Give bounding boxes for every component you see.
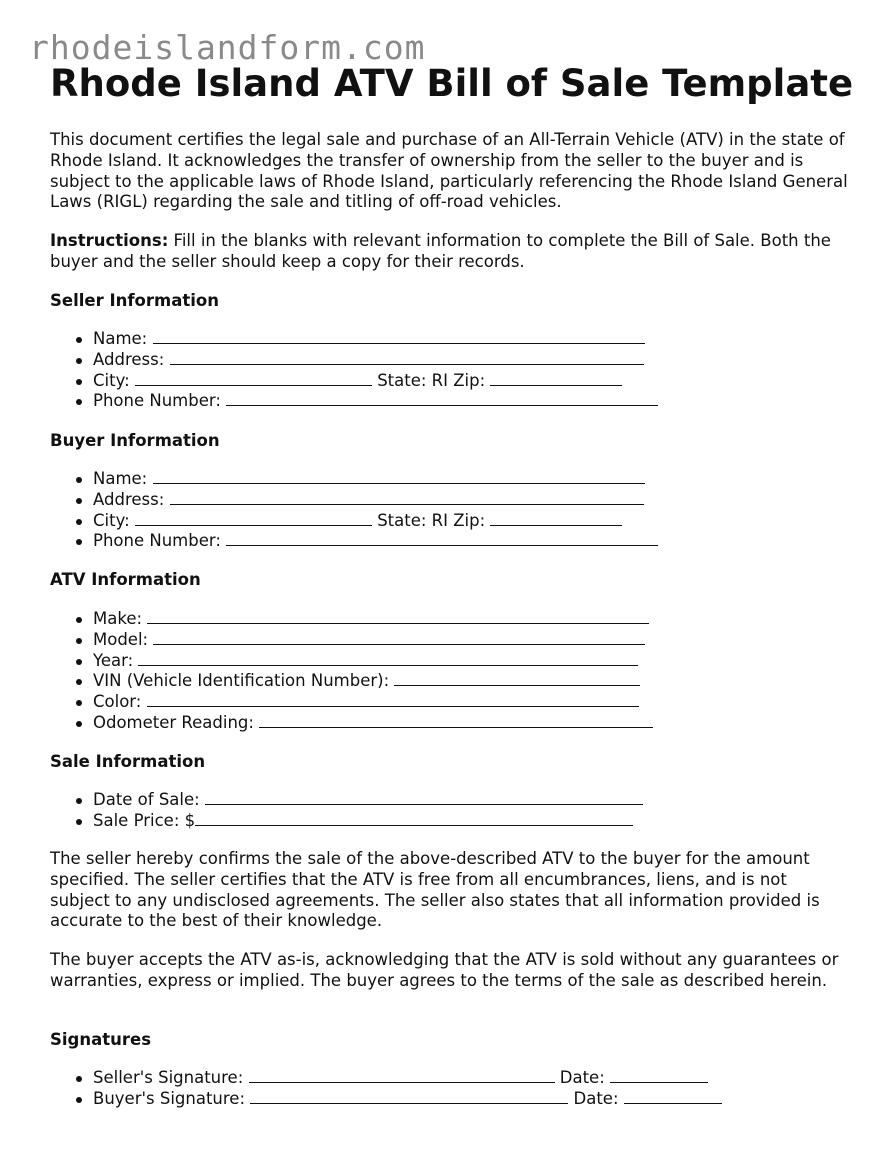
buyer-city-item	[93, 511, 658, 532]
seller-city-item	[93, 371, 658, 392]
buyer-address-item	[93, 490, 658, 511]
buyer-statement: The buyer accepts the ATV as-is, acknowledging that the ATV is sold without any guarantees or warranties, express or implied. The buyer agrees to the terms of the sale as described herein.	[50, 950, 839, 990]
seller-signature-item	[93, 1068, 722, 1089]
seller-signature-field[interactable]	[249, 1068, 555, 1083]
seller-zip-field[interactable]	[490, 371, 622, 386]
seller-signature-date-field[interactable]	[610, 1068, 708, 1083]
atv-model-field[interactable]	[153, 630, 645, 645]
seller-city-label: City:	[93, 370, 130, 390]
seller-address-label: Address:	[93, 349, 165, 369]
atv-fields	[93, 609, 653, 734]
atv-color-item	[93, 692, 653, 713]
sale-fields	[93, 790, 643, 832]
sale-heading: Sale Information	[50, 752, 206, 771]
atv-model-label: Model:	[93, 629, 149, 649]
seller-heading: Seller Information	[50, 291, 219, 310]
atv-model-item	[93, 630, 653, 651]
atv-vin-item	[93, 671, 653, 692]
seller-signature-label: Seller's Signature:	[93, 1068, 244, 1087]
seller-phone-field[interactable]	[226, 391, 658, 406]
buyer-signature-date-field[interactable]	[624, 1089, 722, 1104]
sale-date-item	[93, 790, 643, 811]
buyer-signature-date-label: Date:	[573, 1088, 619, 1108]
page-title: Rhode Island ATV Bill of Sale Template	[50, 62, 854, 105]
buyer-address-label: Address:	[93, 489, 165, 509]
buyer-signature-item	[93, 1089, 722, 1110]
buyer-name-label: Name:	[93, 469, 148, 488]
buyer-phone-item	[93, 531, 658, 552]
seller-address-item	[93, 350, 658, 371]
sale-price-field[interactable]	[195, 811, 633, 826]
intro-paragraph: This document certifies the legal sale and purchase of an All-Terrain Vehicle (ATV) in the state of Rhode Island. It acknowledges the transfer of ownership from the seller to the buyer and is subject to the applicable laws of Rhode Island, particularly referencing the Rhode Island General Laws (RIGL) regarding the sale and titling of off-road vehicles.	[50, 130, 848, 212]
buyer-city-label: City:	[93, 510, 130, 530]
buyer-signature-field[interactable]	[250, 1089, 568, 1104]
seller-phone-item	[93, 391, 658, 412]
atv-color-label: Color:	[93, 692, 142, 712]
instructions-paragraph	[50, 231, 850, 273]
sale-price-item	[93, 811, 643, 832]
atv-vin-label: VIN (Vehicle Identification Number):	[93, 671, 390, 691]
atv-year-label: Year:	[93, 650, 134, 670]
atv-heading: ATV Information	[50, 570, 201, 589]
seller-name-label: Name:	[93, 329, 148, 348]
buyer-fields	[93, 469, 658, 552]
seller-signature-date-label: Date:	[559, 1068, 605, 1087]
buyer-state-label: State: RI Zip:	[377, 510, 486, 530]
seller-fields	[93, 329, 658, 412]
atv-make-label: Make:	[93, 609, 143, 628]
buyer-name-item	[93, 469, 658, 490]
seller-city-field[interactable]	[135, 371, 372, 386]
seller-name-item	[93, 329, 658, 350]
seller-statement: The seller hereby confirms the sale of the above-described ATV to the buyer for the amount specified. The seller certifies that the ATV is free from all encumbrances, liens, and is not subject to any undisclosed agreements. The seller also states that all information provided is accurate to the best of their knowledge.	[50, 849, 820, 931]
buyer-phone-field[interactable]	[226, 531, 658, 546]
atv-make-field[interactable]	[147, 609, 649, 624]
atv-vin-field[interactable]	[394, 671, 640, 686]
buyer-phone-label: Phone Number:	[93, 531, 221, 551]
signatures-heading: Signatures	[50, 1030, 152, 1049]
buyer-address-field[interactable]	[170, 490, 644, 505]
sale-date-field[interactable]	[205, 790, 643, 805]
seller-name-field[interactable]	[153, 329, 645, 344]
buyer-city-field[interactable]	[135, 511, 372, 526]
atv-color-field[interactable]	[147, 692, 639, 707]
atv-odometer-label: Odometer Reading:	[93, 712, 254, 732]
sale-price-label: Sale Price: $	[93, 810, 196, 830]
atv-odometer-item	[93, 713, 653, 734]
atv-make-item	[93, 609, 653, 630]
site-watermark: rhodeislandform.com	[29, 28, 426, 67]
atv-year-item	[93, 651, 653, 672]
instructions-label: Instructions:	[50, 231, 169, 250]
buyer-name-field[interactable]	[153, 469, 645, 484]
signature-fields	[93, 1068, 722, 1110]
buyer-zip-field[interactable]	[490, 511, 622, 526]
sale-date-label: Date of Sale:	[93, 790, 200, 809]
atv-year-field[interactable]	[138, 651, 638, 666]
buyer-heading: Buyer Information	[50, 431, 220, 450]
buyer-signature-label: Buyer's Signature:	[93, 1088, 246, 1108]
seller-phone-label: Phone Number:	[93, 391, 221, 411]
seller-state-label: State: RI Zip:	[377, 370, 486, 390]
atv-odometer-field[interactable]	[259, 713, 653, 728]
instructions-text: Fill in the blanks with relevant information to complete the Bill of Sale. Both the buyer and the seller should keep a copy for their records.	[50, 231, 831, 271]
seller-address-field[interactable]	[170, 350, 644, 365]
